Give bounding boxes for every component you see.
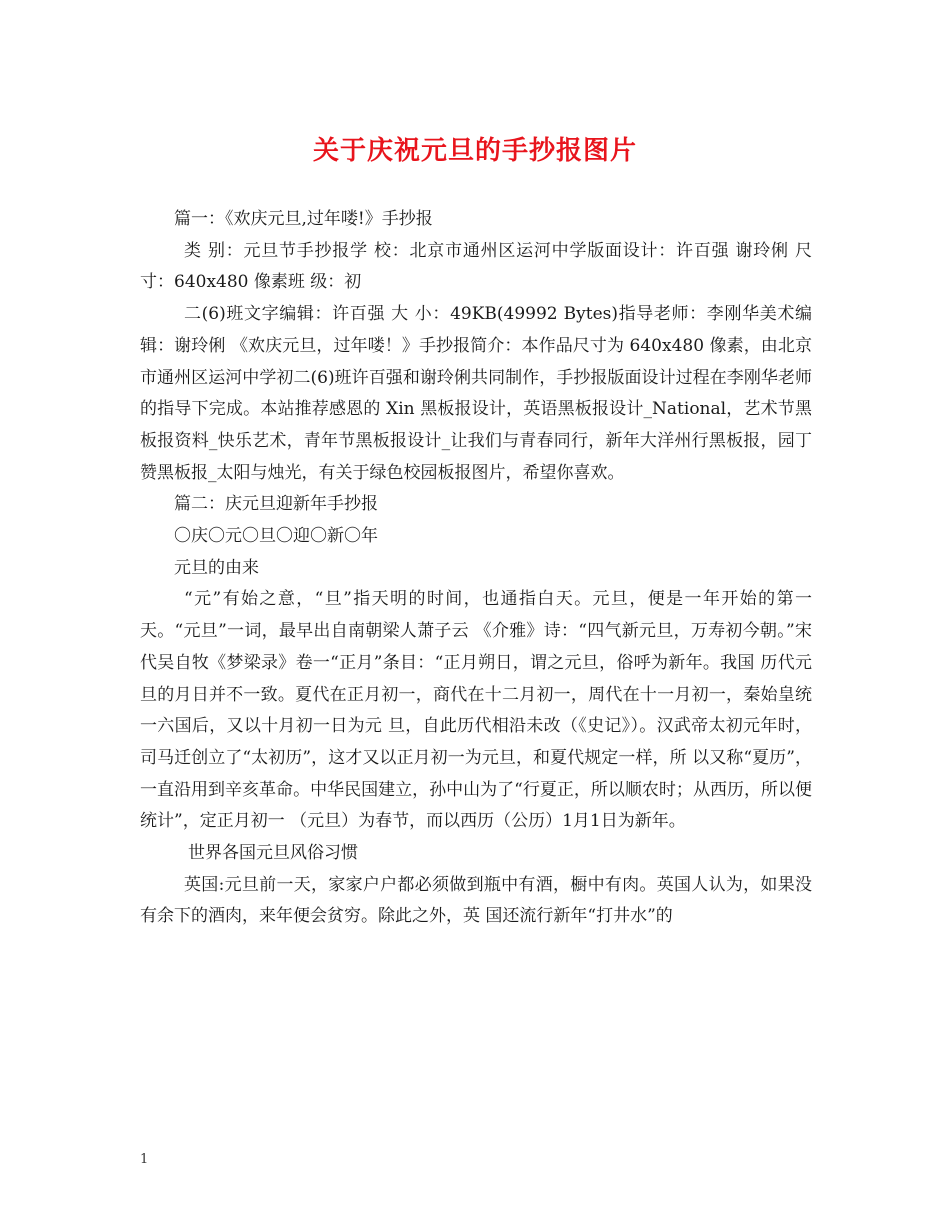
paragraph-section-1-heading: 篇一：《欢庆元旦,过年喽!》手抄报 bbox=[174, 209, 433, 229]
document-body bbox=[140, 204, 812, 933]
paragraph-customs-body: 英国:元旦前一天，家家户户都必须做到瓶中有酒，橱中有肉。英国人认为，如果没有余下的酒肉，来年便会贫穷。除此之外，英 国还流行新年“打井水”的 bbox=[140, 874, 812, 927]
page-number: 1 bbox=[140, 1152, 149, 1167]
paragraph-origin-body: “元”有始之意，“旦”指天明的时间，也通指白天。元旦，便是一年开始的第一天。“元旦”一词，最早出自南朝梁人萧子云 《介雅》诗：“四气新元旦，万寿初今朝。”宋代吴自牧《梦梁录》卷一“正月”条目：“正月朔日，谓之元旦，俗呼为新年。我国 历代元旦的月日并不一致。夏代在正月初一，商代在十二月初一，周代在十一月初一，秦始皇统一六国后，又以十月初一日为元 旦，自此历代相沿未改（《史记》）。汉武帝太初元年时，司马迁创立了“太初历”，这才又以正月初一为元旦，和夏代规定一样，所 以又称“夏历”，一直沿用到辛亥革命。中华民国建立，孙中山为了“行夏正，所以顺农时；从西历，所以便统计”，定正月初一 （元旦）为春节，而以西历（公历）1月1日为新年。 bbox=[140, 589, 812, 832]
document-title: 关于庆祝元旦的手抄报图片 bbox=[312, 136, 637, 166]
paragraph-details-2: 二(6)班文字编辑：许百强 大 小：49KB(49992 Bytes)指导老师：李刚华美术编辑：谢玲俐 《欢庆元旦，过年喽！》手抄报简介：本作品尺寸为 640x480 像素，由北京市通州区运河中学初二(6)班许百强和谢玲俐共同制作，手抄报版面设计过程在李刚华老师的指导下完成。本站推荐感恩的 Xin 黑板报设计，英语黑板报设计_National，艺术节黑板报资料_快乐艺术，青年节黑板报设计_让我们与青春同行，新年大洋州行黑板报，园丁赞黑板报_太阳与烛光，有关于绿色校园板报图片，希望你喜欢。 bbox=[140, 304, 812, 483]
paragraph-origin-heading: 元旦的由来 bbox=[174, 557, 259, 578]
paragraph-details-1: 类 别：元旦节手抄报学 校：北京市通州区运河中学版面设计：许百强 谢玲俐 尺 寸：640x480 像素班 级：初 bbox=[140, 240, 812, 293]
paragraph-banner-line: 〇庆〇元〇旦〇迎〇新〇年 bbox=[174, 526, 378, 547]
paragraph-customs-heading: 世界各国元旦风俗习惯 bbox=[188, 843, 358, 864]
paragraph-section-2-heading: 篇二：庆元旦迎新年手抄报 bbox=[174, 494, 378, 515]
